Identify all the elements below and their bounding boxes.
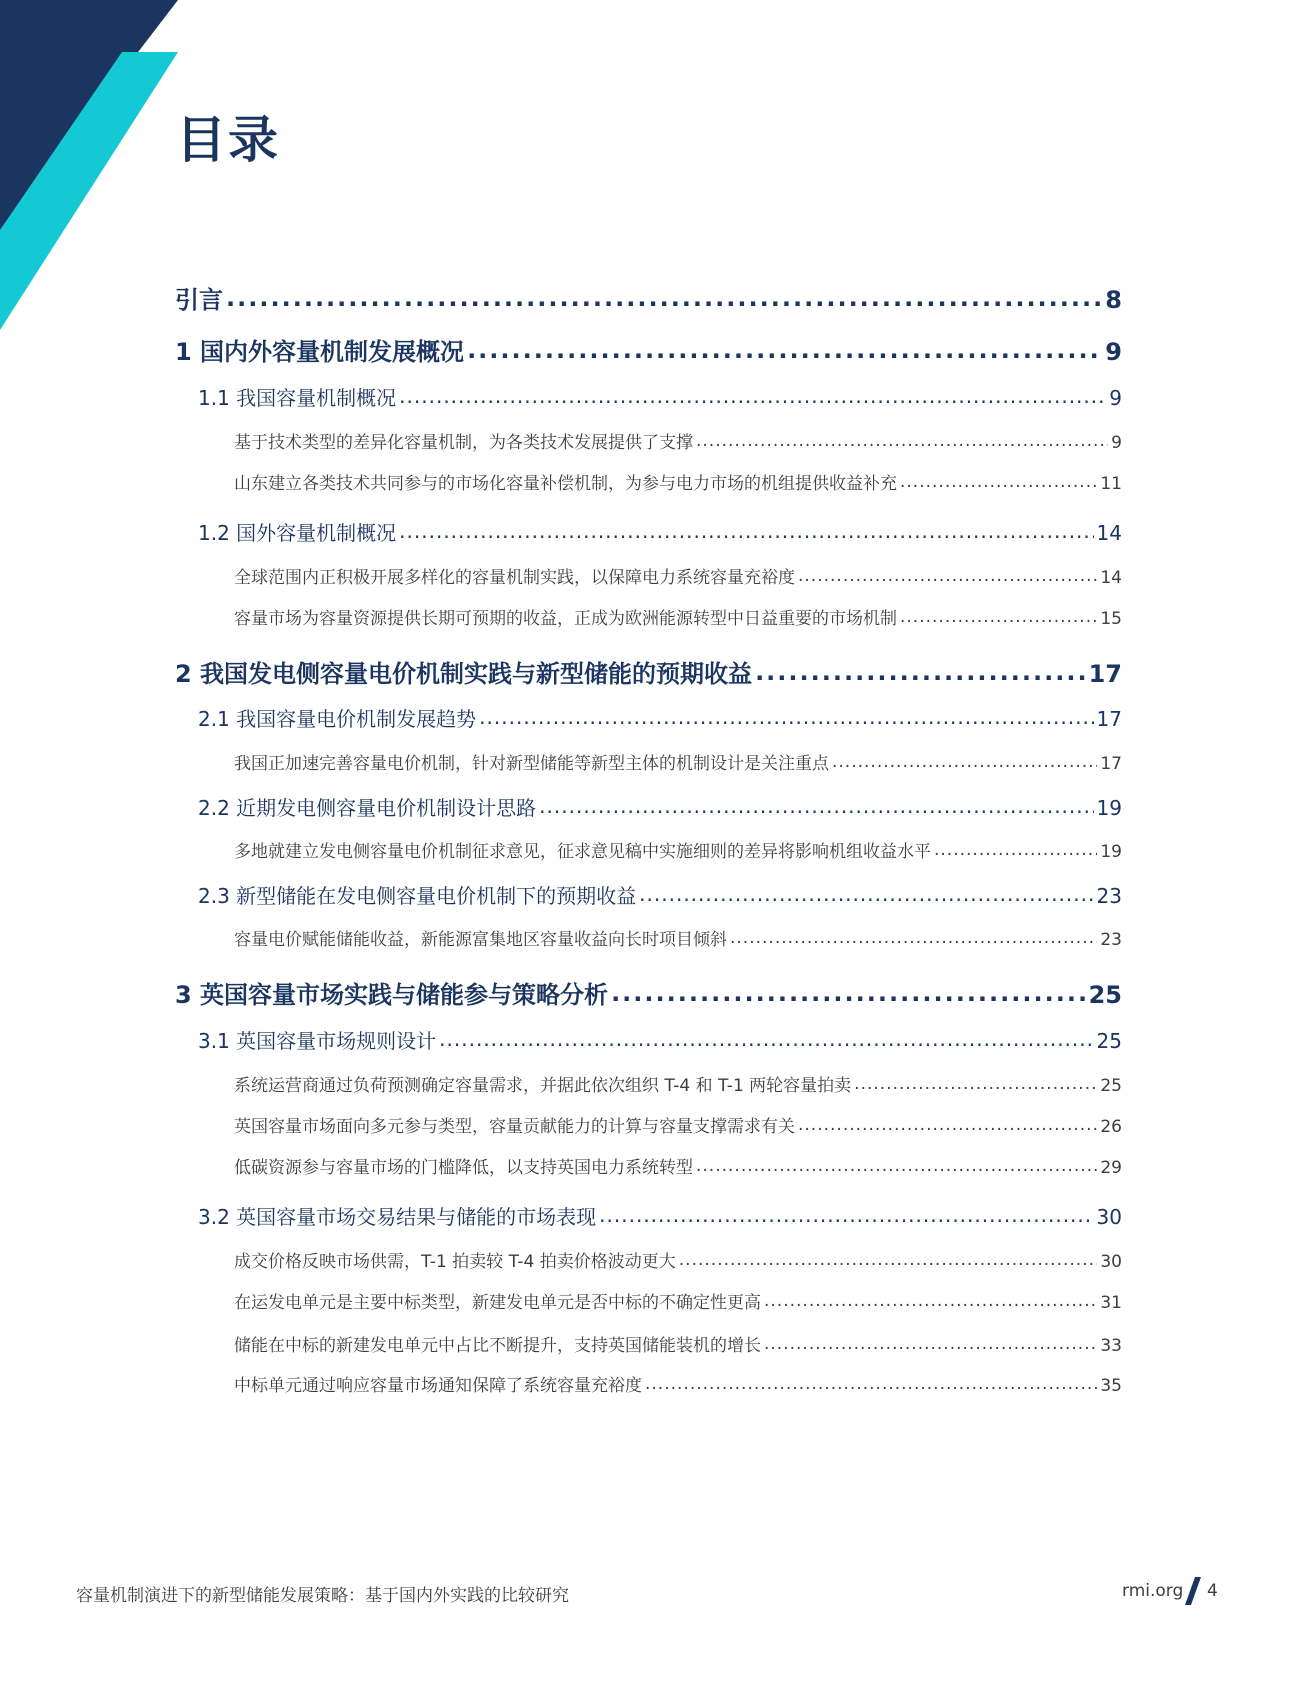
toc-dot-leader bbox=[399, 519, 1093, 543]
toc-entry-level-2[interactable] bbox=[234, 604, 1122, 629]
toc-entry-page-number: 30 bbox=[1100, 1252, 1122, 1272]
toc-entry-title: 基于技术类型的差异化容量机制，为各类技术发展提供了支撑 bbox=[234, 433, 693, 453]
footer-site[interactable]: rmi.org bbox=[1122, 1581, 1184, 1601]
toc-entry-level-2[interactable] bbox=[234, 749, 1122, 774]
toc-entry-page-number: 26 bbox=[1100, 1117, 1122, 1137]
toc-dot-leader bbox=[900, 607, 1097, 627]
toc-entry-level-2[interactable] bbox=[234, 1247, 1122, 1272]
toc-dot-leader bbox=[832, 752, 1097, 772]
toc-entry-level-1[interactable] bbox=[198, 1025, 1122, 1054]
toc-dot-leader bbox=[764, 1291, 1097, 1311]
toc-entry-title: 2.3 新型储能在发电侧容量电价机制下的预期收益 bbox=[198, 884, 637, 908]
toc-entry-title: 3 英国容量市场实践与储能参与策略分析 bbox=[175, 981, 609, 1009]
page-title: 目录 bbox=[176, 111, 280, 169]
toc-entry-page-number: 17 bbox=[1088, 660, 1122, 688]
toc-entry-page-number: 25 bbox=[1096, 1029, 1122, 1053]
toc-dot-leader bbox=[755, 658, 1086, 686]
toc-dot-leader bbox=[798, 1115, 1097, 1135]
toc-entry-level-2[interactable] bbox=[234, 1331, 1122, 1356]
toc-entry-title: 3.2 英国容量市场交易结果与储能的市场表现 bbox=[198, 1205, 597, 1229]
footer-report-title: 容量机制演进下的新型储能发展策略：基于国内外实践的比较研究 bbox=[76, 1586, 569, 1606]
toc-entry-page-number: 11 bbox=[1100, 474, 1122, 494]
toc-dot-leader bbox=[798, 566, 1097, 586]
toc-entry-level-2[interactable] bbox=[234, 1112, 1122, 1137]
toc-entry-title: 2 我国发电侧容量电价机制实践与新型储能的预期收益 bbox=[175, 660, 753, 688]
toc-dot-leader bbox=[639, 882, 1093, 906]
toc-entry-level-0[interactable] bbox=[175, 280, 1122, 315]
toc-dot-leader bbox=[854, 1074, 1097, 1094]
toc-entry-level-2[interactable] bbox=[234, 1153, 1122, 1178]
slash-logo-icon bbox=[1185, 1577, 1201, 1605]
toc-entry-page-number: 29 bbox=[1100, 1158, 1122, 1178]
toc-entry-title: 容量市场为容量资源提供长期可预期的收益，正成为欧洲能源转型中日益重要的市场机制 bbox=[234, 609, 897, 629]
toc-entry-level-2[interactable] bbox=[234, 1371, 1122, 1396]
toc-entry-title: 山东建立各类技术共同参与的市场化容量补偿机制，为参与电力市场的机组提供收益补充 bbox=[234, 474, 897, 494]
toc-entry-page-number: 8 bbox=[1105, 286, 1122, 314]
toc-entry-level-2[interactable] bbox=[234, 1071, 1122, 1096]
toc-entry-title: 系统运营商通过负荷预测确定容量需求，并据此依次组织 T-4 和 T-1 两轮容量拍卖 bbox=[234, 1076, 852, 1096]
toc-entry-page-number: 14 bbox=[1096, 521, 1122, 545]
toc-entry-page-number: 30 bbox=[1096, 1205, 1122, 1229]
toc-entry-title: 1.2 国外容量机制概况 bbox=[198, 521, 397, 545]
toc-entry-page-number: 14 bbox=[1100, 568, 1122, 588]
toc-entry-page-number: 15 bbox=[1100, 609, 1122, 629]
toc-dot-leader bbox=[696, 431, 1108, 451]
toc-entry-level-2[interactable] bbox=[234, 469, 1122, 494]
toc-entry-page-number: 35 bbox=[1100, 1376, 1122, 1396]
toc-entry-page-number: 9 bbox=[1105, 338, 1122, 366]
toc-entry-page-number: 17 bbox=[1096, 707, 1122, 731]
toc-entry-page-number: 9 bbox=[1111, 433, 1122, 453]
toc-entry-level-1[interactable] bbox=[198, 703, 1122, 732]
toc-entry-title: 1.1 我国容量机制概况 bbox=[198, 386, 397, 410]
toc-dot-leader bbox=[679, 1250, 1098, 1270]
toc-dot-leader bbox=[645, 1374, 1097, 1394]
toc-entry-page-number: 9 bbox=[1109, 386, 1122, 410]
toc-entry-title: 1 国内外容量机制发展概况 bbox=[175, 338, 465, 366]
toc-dot-leader bbox=[900, 472, 1097, 492]
toc-entry-level-1[interactable] bbox=[198, 1201, 1122, 1230]
toc-entry-level-2[interactable] bbox=[234, 428, 1122, 453]
toc-dot-leader bbox=[934, 840, 1097, 860]
toc-dot-leader bbox=[599, 1203, 1093, 1227]
toc-entry-level-2[interactable] bbox=[234, 563, 1122, 588]
toc-entry-level-2[interactable] bbox=[234, 925, 1122, 950]
toc-entry-page-number: 23 bbox=[1100, 930, 1122, 950]
toc-entry-level-1[interactable] bbox=[198, 880, 1122, 909]
toc-entry-page-number: 17 bbox=[1100, 754, 1122, 774]
toc-entry-title: 低碳资源参与容量市场的门槛降低，以支持英国电力系统转型 bbox=[234, 1158, 693, 1178]
toc-dot-leader bbox=[539, 794, 1093, 818]
toc-entry-level-0[interactable] bbox=[175, 975, 1122, 1010]
toc-dot-leader bbox=[764, 1334, 1097, 1354]
toc-dot-leader bbox=[399, 384, 1106, 408]
toc-entry-page-number: 25 bbox=[1100, 1076, 1122, 1096]
toc-entry-level-2[interactable] bbox=[234, 837, 1122, 862]
toc-entry-title: 多地就建立发电侧容量电价机制征求意见，征求意见稿中实施细则的差异将影响机组收益水平 bbox=[234, 842, 931, 862]
toc-dot-leader bbox=[696, 1156, 1097, 1176]
toc-entry-title: 英国容量市场面向多元参与类型，容量贡献能力的计算与容量支撑需求有关 bbox=[234, 1117, 795, 1137]
toc-dot-leader bbox=[730, 928, 1097, 948]
toc-entry-page-number: 31 bbox=[1100, 1293, 1122, 1313]
toc-entry-title: 容量电价赋能储能收益，新能源富集地区容量收益向长时项目倾斜 bbox=[234, 930, 727, 950]
toc-entry-title: 2.1 我国容量电价机制发展趋势 bbox=[198, 707, 477, 731]
toc-entry-page-number: 19 bbox=[1096, 796, 1122, 820]
toc-entry-title: 我国正加速完善容量电价机制，针对新型储能等新型主体的机制设计是关注重点 bbox=[234, 754, 829, 774]
toc-entry-level-0[interactable] bbox=[175, 654, 1122, 689]
toc-entry-title: 在运发电单元是主要中标类型，新建发电单元是否中标的不确定性更高 bbox=[234, 1293, 761, 1313]
toc-entry-level-2[interactable] bbox=[234, 1288, 1122, 1313]
toc-dot-leader bbox=[479, 705, 1093, 729]
toc-entry-title: 储能在中标的新建发电单元中占比不断提升，支持英国储能装机的增长 bbox=[234, 1336, 761, 1356]
toc-dot-leader bbox=[467, 336, 1102, 364]
footer-page-number: 4 bbox=[1207, 1581, 1218, 1601]
toc-entry-title: 中标单元通过响应容量市场通知保障了系统容量充裕度 bbox=[234, 1376, 642, 1396]
toc-entry-page-number: 25 bbox=[1088, 981, 1122, 1009]
toc-entry-title: 成交价格反映市场供需，T-1 拍卖较 T-4 拍卖价格波动更大 bbox=[234, 1252, 676, 1272]
toc-entry-page-number: 19 bbox=[1100, 842, 1122, 862]
toc-entry-level-1[interactable] bbox=[198, 517, 1122, 546]
toc-dot-leader bbox=[611, 979, 1086, 1007]
toc-dot-leader bbox=[439, 1027, 1093, 1051]
toc-entry-page-number: 23 bbox=[1096, 884, 1122, 908]
toc-entry-page-number: 33 bbox=[1100, 1336, 1122, 1356]
toc-entry-title: 3.1 英国容量市场规则设计 bbox=[198, 1029, 437, 1053]
toc-entry-title: 全球范围内正积极开展多样化的容量机制实践，以保障电力系统容量充裕度 bbox=[234, 568, 795, 588]
toc-entry-title: 2.2 近期发电侧容量电价机制设计思路 bbox=[198, 796, 537, 820]
toc-entry-level-1[interactable] bbox=[198, 382, 1122, 411]
toc-entry-level-0[interactable] bbox=[175, 332, 1122, 367]
toc-entry-level-1[interactable] bbox=[198, 792, 1122, 821]
toc-entry-title: 引言 bbox=[175, 286, 223, 314]
toc-dot-leader bbox=[226, 284, 1102, 312]
